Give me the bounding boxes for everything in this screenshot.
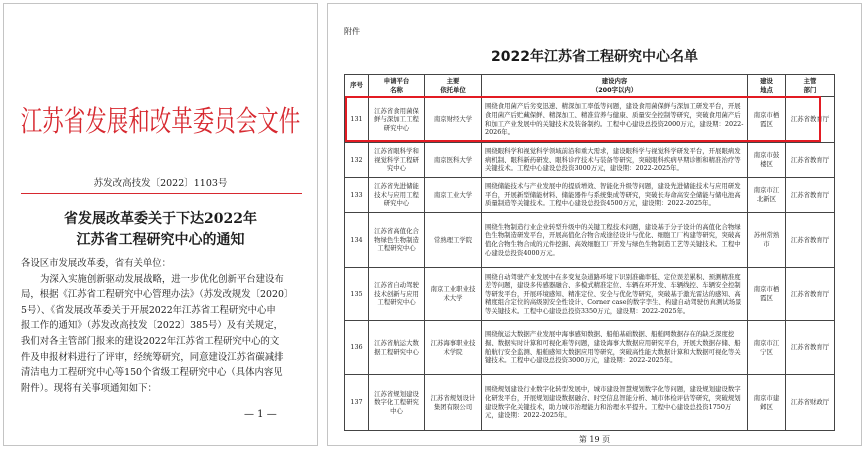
body-line: 件及申报材料进行了评审，经统筹研究，同意建设江苏省碳减排 — [21, 351, 284, 363]
cell-host-unit: 南京财经大学 — [425, 97, 482, 143]
cell-department: 江苏省教育厅 — [786, 97, 835, 143]
table-row — [345, 178, 835, 213]
body-line: 附件）。现将有关事项通知如下： — [21, 382, 157, 394]
body-line: 清洁电力工程研究中心等150个省级工程研究中心（具体内容见 — [21, 367, 283, 379]
notice-title-line-1: 省发展改革委关于下达2022年 — [64, 211, 257, 227]
cell-department: 江苏省教育厅 — [786, 178, 835, 213]
header-department: 主管 部门 — [786, 75, 835, 97]
cell-content: 围绕航运大数据产业发展中海事感知数据、船舶基础数据、船舶网数据存在的缺乏深度挖掘、数据实时计算和可视化难等问题，建设海事大数据应用研究平台，开展大数据存储、船舶航行安全监测、船舶感知大数据应用等研究，突破高性能大数据计算和大数据可视化等关键技术。工程中心建设总投资3000万元，建设期：2022-2025年。 — [482, 321, 748, 375]
cell-content: 围绕食用菌产后劣变迅速、精深加工率低等问题，建设食用菌保鲜与深加工研发平台，开展食用菌产后贮藏保鲜、精深加工、精准营养与健康、质量安全控制等研究，突破食用菌产后和加工产业发展中的关键技术及装备制约。工程中心建设总投资2000万元，建设期：2022-2026年。 — [482, 97, 748, 143]
attachment-label: 附件 — [344, 27, 360, 36]
table-row — [345, 375, 835, 431]
cell-host-unit: 常熟理工学院 — [425, 213, 482, 268]
body-line: 局，根据《江苏省工程研究中心管理办法》（苏发改规发〔2020〕 — [21, 289, 294, 301]
notice-title-line-2: 江苏省工程研究中心的通知 — [76, 232, 245, 248]
red-separator-line — [21, 193, 302, 194]
cell-department: 江苏省教育厅 — [786, 321, 835, 375]
table-title: 2022年江苏省工程研究中心名单 — [491, 49, 698, 65]
body-line: 5号）、《省发展改革委关于开展2022年江苏省工程研究中心申 — [21, 304, 276, 316]
cell-host-unit: 南京工业大学 — [425, 178, 482, 213]
cell-location: 南京市建邺区 — [748, 375, 786, 431]
cell-platform-name: 江苏省食用菌保鲜与深加工工程研究中心 — [369, 97, 425, 143]
body-line: 报工作的通知》（苏发改高技发〔2022〕385号）及有关规定， — [21, 320, 284, 332]
attachment-page — [327, 3, 862, 446]
page-footer: 第 19 页 — [578, 435, 611, 444]
cell-location: 南京市江宁区 — [748, 321, 786, 375]
cell-platform-name: 江苏省航运大数据工程研究中心 — [369, 321, 425, 375]
header-host-unit: 主要 依托单位 — [425, 75, 482, 97]
cell-content: 围绕生物制造行业企业转型升级中的关键工程技术问题，建设基于分子设计的高值化合物绿色生物制造研发平台，开展高值化合物合成途径设计与优化、细胞工厂构建等研究，突破高值化合物生物合成的元件挖掘、高效细胞工厂开发与绿色生物制造工艺等关键技术。工程中心建设总投资4000万元。 — [482, 213, 748, 268]
table-row — [345, 321, 835, 375]
cell-content: 围绕储能技术与产业发展中的提质增效、智能化升级等问题，建设先进储能技术与应用研发平台，开展新型储能材料、储能器件与系统集成等研究，突破长寿命高安全储能与储电池高质量制造等关键技术。工程中心建设总投资4500万元，建设期：2022-2025年。 — [482, 178, 748, 213]
cell-location: 南京市江北新区 — [748, 178, 786, 213]
cell-host-unit: 南京医科大学 — [425, 143, 482, 178]
notice-body — [21, 256, 311, 396]
cell-seq: 137 — [345, 375, 369, 431]
cell-host-unit: 江苏省规划设计集团有限公司 — [425, 375, 482, 431]
body-line-salutation: 各设区市发展改革委，省有关单位： — [21, 258, 172, 269]
body-line: 我们对各主管部门报来的建设2022年江苏省工程研究中心的文 — [21, 335, 280, 347]
notice-page — [3, 3, 318, 446]
cell-platform-name: 江苏省规划建设数字化工程研究中心 — [369, 375, 425, 431]
cell-department: 江苏省教育厅 — [786, 268, 835, 321]
table-row — [345, 97, 835, 143]
cell-seq: 135 — [345, 268, 369, 321]
cell-platform-name: 江苏省先进储能技术与应用工程研究中心 — [369, 178, 425, 213]
cell-content: 围绕规划建设行业数字化转型发展中，城市建设智慧规划数字化等问题，建设规划建设数字化研发平台，开展规划建设数据融合、时空信息智能分析、城市体检评估等研究，突破规划建设数字化关键技术，助力城市治理能力和治理水平提升。工程中心建设总投资1750万元，建设期：2022-2025年。 — [482, 375, 748, 431]
cell-seq: 132 — [345, 143, 369, 178]
table-row — [345, 213, 835, 268]
cell-seq: 131 — [345, 97, 369, 143]
table-row — [345, 268, 835, 321]
cell-host-unit: 南京工业职业技术大学 — [425, 268, 482, 321]
body-line: 为深入实施创新驱动发展战略，进一步优化创新平台建设布 — [40, 273, 284, 285]
cell-department: 江苏省财政厅 — [786, 375, 835, 431]
cell-department: 江苏省教育厅 — [786, 213, 835, 268]
header-seq: 序号 — [345, 75, 369, 97]
cell-seq: 134 — [345, 213, 369, 268]
document-red-header: 江苏省发展和改革委员会文件 — [20, 105, 301, 140]
cell-content: 围绕眼科学和视觉科学领域前沿和重大需求，建设眼科学与视觉科学研发平台，开展眼病发病机制、眼科新药研发、眼科诊疗技术与装备等研究，突破眼科疾病早期诊断和精准治疗等关键技术。工程中心建设总投资3000万元，建设期：2022-2025年。 — [482, 143, 748, 178]
cell-seq: 136 — [345, 321, 369, 375]
cell-content: 围绕自动驾驶产业发展中在多变复杂道路环境下识别准确率低、定位误差累积、预测精准度差等问题，建设多传感器融合、多模式精准定位、车辆在环开发、车辆线控、车辆安全控制等研发平台，开展环境感知、精准定位、安全与优化等研究，突破基于激光雷达的感知、高精度组合定位的高级别安全性设计、Corner case的数字孪生、构建自动驾驶仿真测试场景等关键技术。工程中心建设总投资3350万元，建设期：2022-2025年。 — [482, 268, 748, 321]
cell-location: 苏州常熟市 — [748, 213, 786, 268]
document-number: 苏发改高技发〔2022〕1103号 — [93, 178, 228, 189]
cell-department: 江苏省教育厅 — [786, 143, 835, 178]
table-header-row — [345, 75, 835, 97]
cell-platform-name: 江苏省眼科学和视觉科学工程研究中心 — [369, 143, 425, 178]
page-number: — 1 — — [244, 409, 277, 420]
center-list-table — [344, 74, 835, 431]
header-location: 建设 地点 — [748, 75, 786, 97]
cell-location: 南京市栖霞区 — [748, 97, 786, 143]
cell-platform-name: 江苏省高值化合物绿色生物制造工程研究中心 — [369, 213, 425, 268]
cell-platform-name: 江苏省自动驾驶技术创新与应用工程研究中心 — [369, 268, 425, 321]
cell-location: 南京市栖霞区 — [748, 268, 786, 321]
cell-host-unit: 江苏海事职业技术学院 — [425, 321, 482, 375]
cell-location: 南京市鼓楼区 — [748, 143, 786, 178]
header-platform-name: 申请平台 名称 — [369, 75, 425, 97]
table-row — [345, 143, 835, 178]
cell-seq: 133 — [345, 178, 369, 213]
header-content: 建设内容 （200字以内） — [482, 75, 748, 97]
